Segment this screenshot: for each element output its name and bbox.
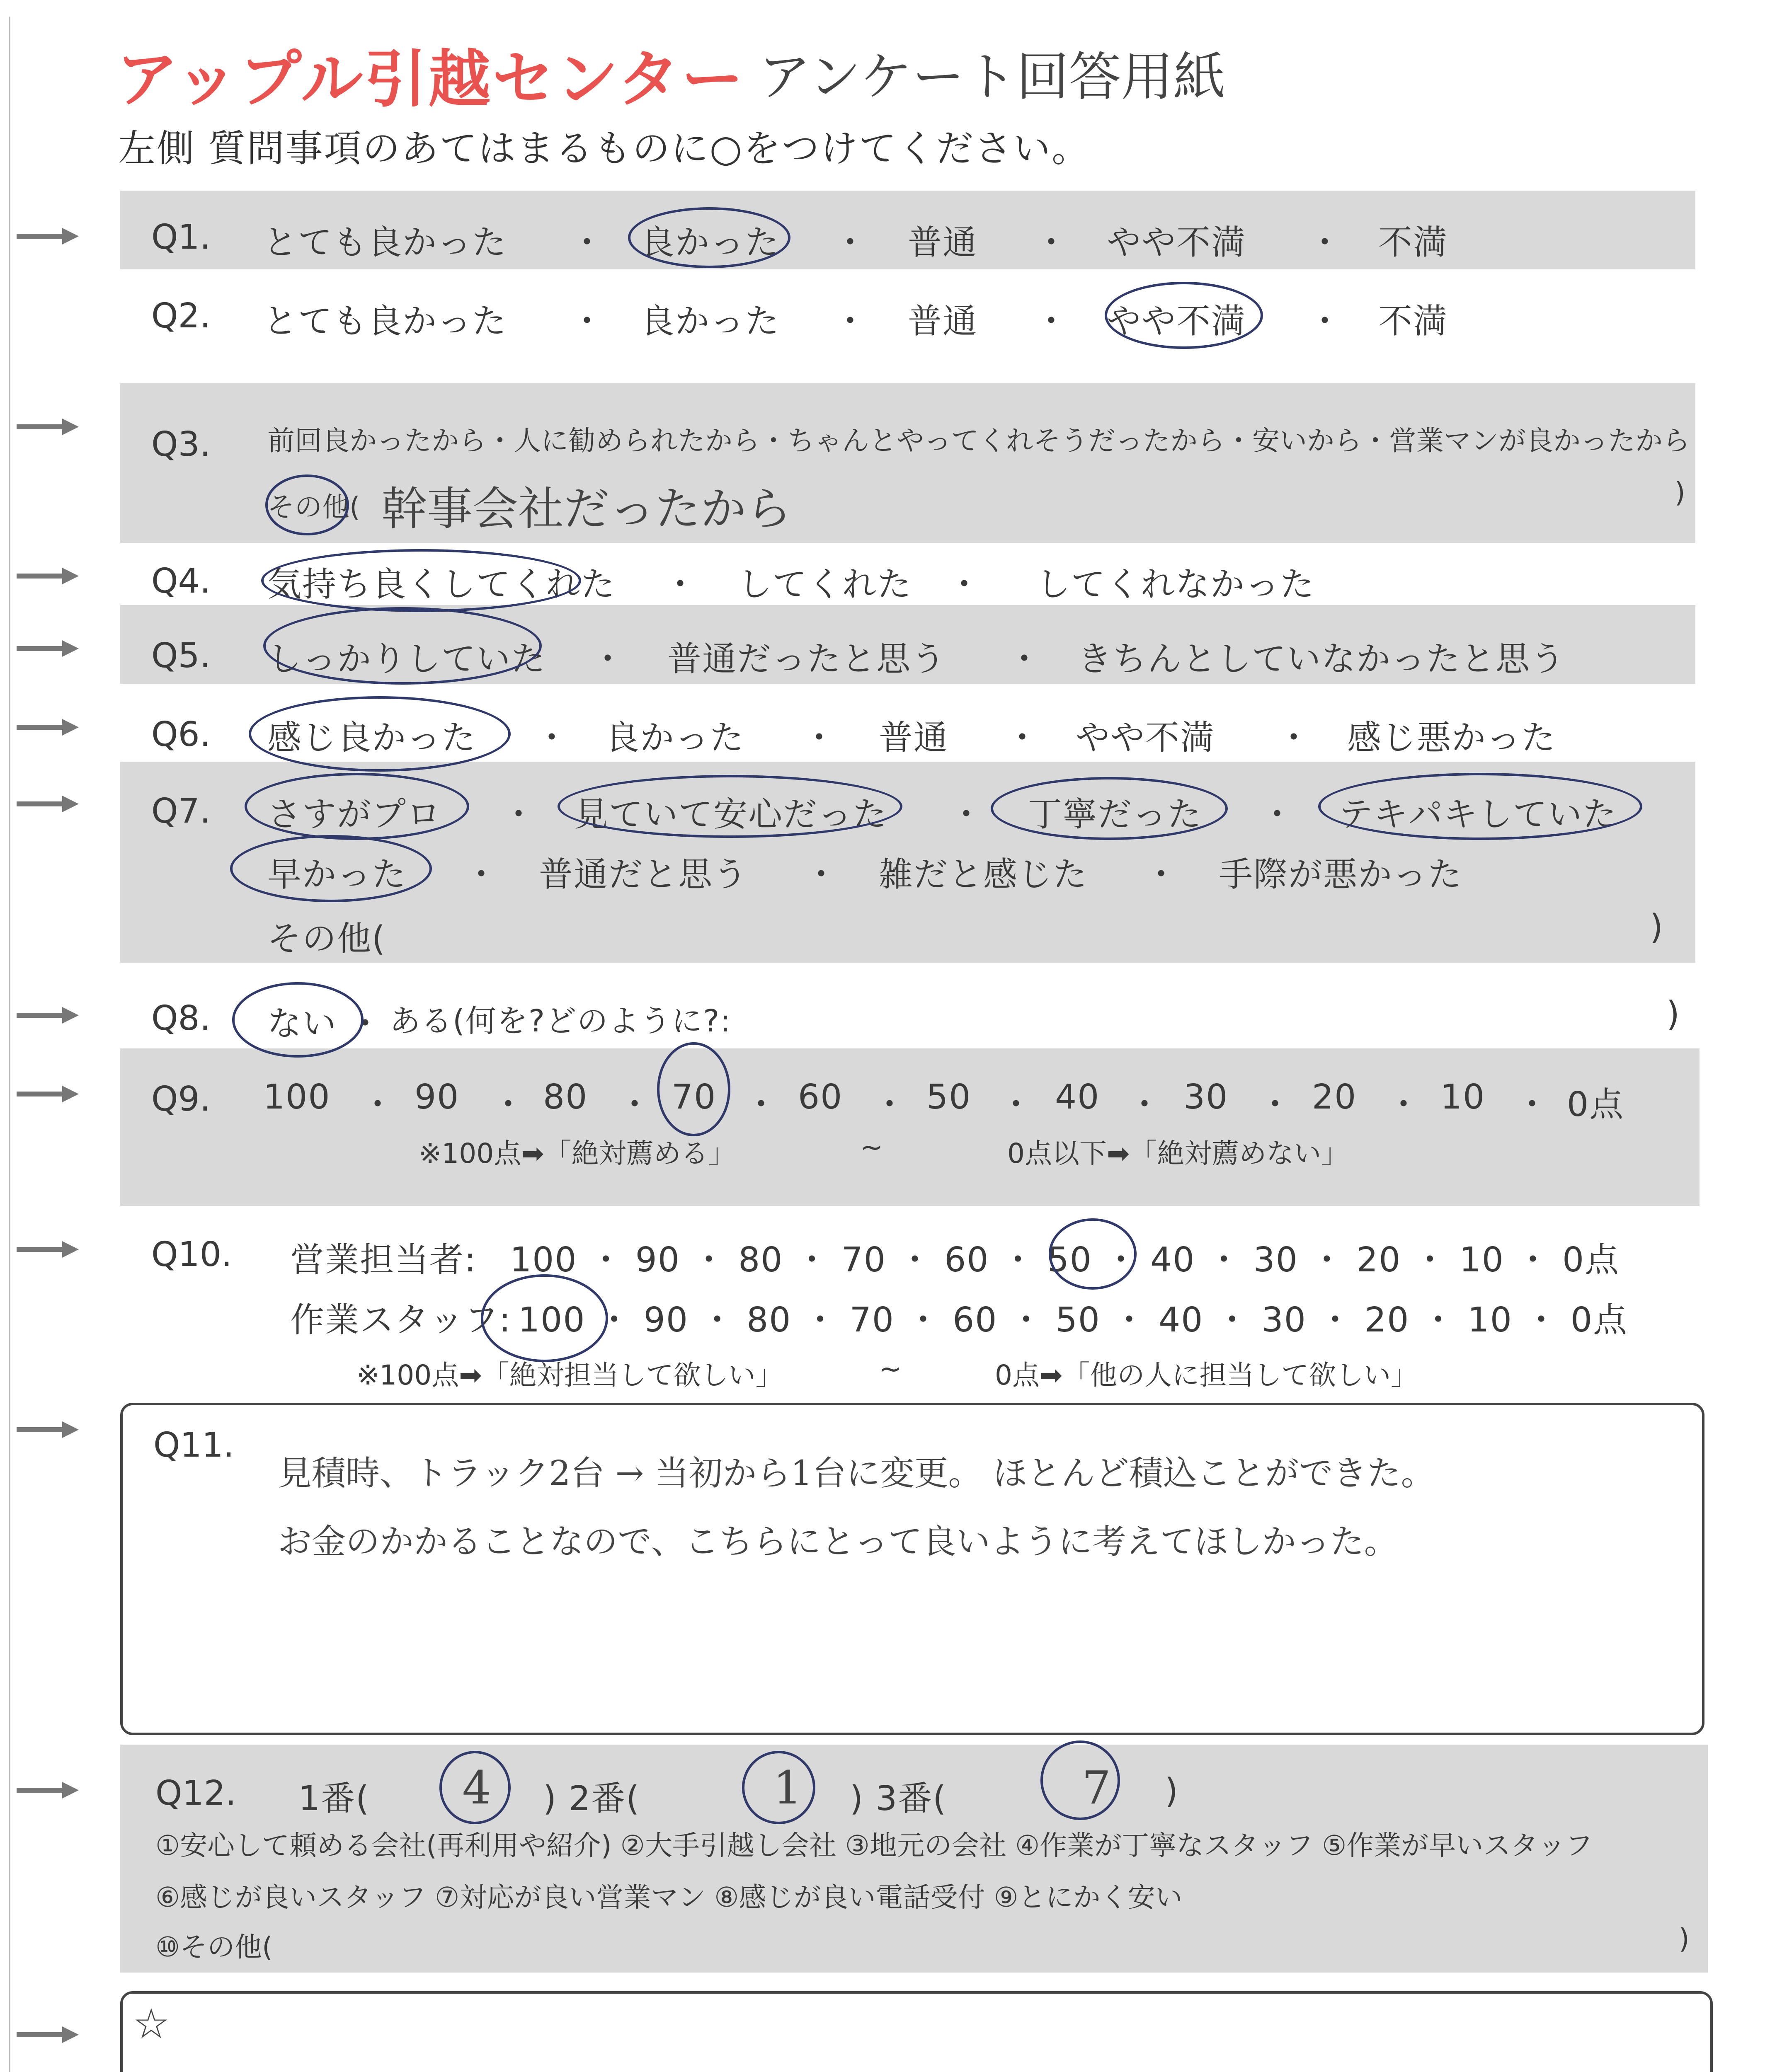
- q10-sales-20[interactable]: 20: [1356, 1240, 1401, 1280]
- q7-option-normal[interactable]: 普通だと思う: [539, 855, 748, 894]
- q6-option-good[interactable]: 良かった: [605, 718, 745, 758]
- instruction-text: 左側 質問事項のあてはまるものに○をつけてください。: [118, 127, 1091, 170]
- arrow-marker-q5: [17, 640, 79, 657]
- separator: ・: [502, 795, 537, 834]
- q4-option-did-not[interactable]: してくれなかった: [1036, 565, 1315, 604]
- arrow-marker-q12: [17, 1782, 79, 1798]
- q6-number: Q6.: [151, 715, 211, 754]
- q8-close: ): [1666, 995, 1680, 1034]
- q7-number: Q7.: [151, 792, 211, 831]
- q3-answer-circle: [265, 474, 349, 535]
- q8-answer-circle: [232, 982, 364, 1058]
- q3-options-line[interactable]: 前回良かったから・人に勧められたから・ちゃんとやってくれそうだったから・安いから・営業マンが良かったから: [267, 425, 1690, 457]
- separator: ・: [791, 1300, 850, 1340]
- separator: ・: [999, 1085, 1034, 1124]
- arrow-marker-q4: [17, 568, 79, 584]
- separator: ・: [894, 1300, 953, 1340]
- q10-staff-40[interactable]: 40: [1159, 1300, 1204, 1340]
- q1-option-very-good[interactable]: とても良かった: [263, 223, 507, 262]
- q1-option-normal[interactable]: 普通: [908, 223, 978, 262]
- q1-answer-circle: [628, 207, 790, 268]
- q3-other-close: ): [1675, 477, 1685, 508]
- q10-sales-100[interactable]: 100: [510, 1240, 577, 1280]
- star-comment-box[interactable]: [120, 1991, 1713, 2072]
- separator: ・: [783, 1240, 841, 1280]
- separator: ・: [802, 718, 837, 758]
- q6-option-slightly-dissatisfied[interactable]: やや不満: [1076, 718, 1215, 758]
- q12-choices-row3: ⑩その他(: [155, 1931, 273, 1963]
- q7-option-polite[interactable]: 丁寧だった: [1028, 795, 1203, 834]
- arrow-marker-q1: [17, 228, 79, 244]
- arrow-marker-q11: [17, 1421, 79, 1438]
- q7-circle-fast: [230, 835, 432, 902]
- company-title: アップル引越センター: [116, 44, 745, 116]
- separator: ・: [361, 1085, 396, 1124]
- separator: ・: [1308, 302, 1343, 341]
- q12-rank3-close: ): [1165, 1772, 1179, 1811]
- q9-note-mid: ~: [860, 1131, 883, 1163]
- q12-rank3-circle: [1040, 1740, 1120, 1820]
- q10-sales-70[interactable]: 70: [841, 1240, 886, 1280]
- separator: ・: [680, 1240, 739, 1280]
- q9-note-right: 0点以下➡「絶対薦めない」: [1007, 1138, 1349, 1169]
- q6-option-felt-good[interactable]: 感じ良かった: [267, 718, 477, 758]
- q12-rank2-circle: [742, 1751, 815, 1824]
- separator: ・: [1308, 223, 1343, 262]
- q12-choices-row1: ①安心して頼める会社(再利用や紹介) ②大手引越し会社 ③地元の会社 ④作業が丁寧なスタッフ ⑤作業が早いスタッフ: [155, 1830, 1593, 1861]
- q10-staff-answer-circle: [481, 1274, 608, 1362]
- q6-option-normal[interactable]: 普通: [879, 718, 949, 758]
- q12-rank1-label: 1番(: [298, 1779, 370, 1818]
- separator: ・: [585, 1300, 644, 1340]
- separator: ・: [833, 302, 868, 341]
- q2-option-dissatisfied[interactable]: 不満: [1378, 302, 1448, 341]
- q10-sales-10[interactable]: 10: [1459, 1240, 1504, 1280]
- q3-other-answer: 幹事会社だったから: [381, 482, 792, 535]
- separator: ・: [804, 855, 839, 894]
- q7-circle-polite: [991, 777, 1228, 840]
- separator: ・: [947, 565, 982, 604]
- q9-score-70[interactable]: 70: [672, 1077, 717, 1117]
- arrow-marker-q10: [17, 1241, 79, 1258]
- separator: ・: [873, 1085, 908, 1124]
- q10-note-left: ※100点➡「絶対担当して欲しい」: [356, 1359, 783, 1391]
- q3-number: Q3.: [151, 425, 211, 464]
- separator: ・: [1387, 1085, 1422, 1124]
- q10-staff-60[interactable]: 60: [953, 1300, 998, 1340]
- q7-circle-professional: [245, 773, 469, 840]
- q7-option-reassuring[interactable]: 見ていて安心だった: [574, 795, 888, 834]
- q9-score-10[interactable]: 10: [1440, 1077, 1486, 1117]
- separator: ・: [1258, 1085, 1293, 1124]
- separator: ・: [1144, 855, 1179, 894]
- separator: ・: [1034, 302, 1069, 341]
- q12-rank2-value[interactable]: 1: [773, 1761, 802, 1814]
- q6-answer-circle: [249, 696, 511, 772]
- q9-score-90[interactable]: 90: [415, 1077, 460, 1117]
- separator: ・: [591, 639, 626, 679]
- q8-number: Q8.: [151, 999, 211, 1038]
- q2-option-normal[interactable]: 普通: [908, 302, 978, 341]
- q12-rank1-circle: [439, 1751, 511, 1824]
- q8-option-some[interactable]: ある(何を?どのように?:: [390, 1003, 732, 1039]
- separator: ・: [949, 795, 984, 834]
- q10-staff-50[interactable]: 50: [1055, 1300, 1101, 1340]
- q9-score-50[interactable]: 50: [926, 1077, 972, 1117]
- q10-staff-30[interactable]: 30: [1261, 1300, 1307, 1340]
- q10-sales-90[interactable]: 90: [635, 1240, 680, 1280]
- q9-answer-circle: [657, 1042, 730, 1136]
- separator: ・: [1100, 1300, 1159, 1340]
- q4-number: Q4.: [151, 562, 211, 601]
- star-icon: ☆: [133, 1999, 170, 2048]
- q7-option-efficient[interactable]: テキパキしていた: [1339, 795, 1618, 834]
- q10-note-right: 0点➡「他の人に担当して欲しい」: [995, 1359, 1418, 1391]
- q2-option-good[interactable]: 良かった: [640, 302, 780, 341]
- q1-option-good[interactable]: 良かった: [640, 223, 780, 262]
- q9-score-30[interactable]: 30: [1183, 1077, 1229, 1117]
- separator: ・: [663, 565, 698, 604]
- q10-staff-70[interactable]: 70: [849, 1300, 895, 1340]
- arrow-marker-q8: [17, 1007, 79, 1024]
- q10-staff-0[interactable]: 0点: [1571, 1300, 1628, 1340]
- q12-number: Q12.: [155, 1774, 236, 1813]
- separator: ・: [1007, 639, 1043, 679]
- arrow-marker-q7: [17, 796, 79, 812]
- q3-other-label[interactable]: その他(: [267, 491, 360, 523]
- q10-sales-label: 営業担当者:: [290, 1240, 477, 1280]
- q7-other-close: ): [1650, 908, 1664, 947]
- separator: ・: [570, 302, 605, 341]
- q12-rank1-value[interactable]: 4: [462, 1761, 491, 1814]
- separator: ・: [989, 1240, 1047, 1280]
- separator: ・: [744, 1085, 779, 1124]
- separator: ・: [464, 855, 499, 894]
- form-subtitle: アンケート回答用紙: [759, 46, 1226, 107]
- separator: ・: [535, 718, 570, 758]
- q10-staff-10[interactable]: 10: [1467, 1300, 1513, 1340]
- q10-sales-40[interactable]: 40: [1150, 1240, 1195, 1280]
- q7-other-label[interactable]: その他(: [267, 919, 386, 959]
- separator: ・: [1034, 223, 1069, 262]
- q4-answer-circle: [261, 549, 581, 612]
- q1-option-dissatisfied[interactable]: 不満: [1378, 223, 1448, 262]
- separator: ・: [577, 1240, 635, 1280]
- separator: ・: [1127, 1085, 1163, 1124]
- q8-option-none[interactable]: ない: [267, 1004, 337, 1043]
- separator: ・: [1195, 1240, 1253, 1280]
- q7-circle-efficient: [1318, 773, 1642, 840]
- q10-sales-60[interactable]: 60: [944, 1240, 989, 1280]
- separator: ・: [997, 1300, 1056, 1340]
- q7-option-sloppy[interactable]: 雑だと感じた: [879, 855, 1088, 894]
- q5-option-solid[interactable]: しっかりしていた: [267, 639, 546, 679]
- q1-number: Q1.: [151, 218, 211, 257]
- q9-score-20[interactable]: 20: [1312, 1077, 1357, 1117]
- q7-option-fast[interactable]: 早かった: [267, 855, 407, 894]
- separator: ・: [618, 1085, 653, 1124]
- separator: ・: [491, 1085, 526, 1124]
- q9-score-60[interactable]: 60: [798, 1077, 843, 1117]
- q10-staff-label: 作業スタッフ:: [290, 1300, 512, 1340]
- q11-answer-line2: お金のかかることなので、こちらにとって良いように考えてほしかった。: [278, 1522, 1398, 1561]
- separator: ・: [1277, 718, 1312, 758]
- q5-number: Q5.: [151, 636, 211, 675]
- q7-option-professional[interactable]: さすがプロ: [267, 795, 442, 834]
- separator: ・: [689, 1300, 747, 1340]
- separator: ・: [348, 1004, 383, 1043]
- q12-choices-row2: ⑥感じが良いスタッフ ⑦対応が良い営業マン ⑧感じが良い電話受付 ⑨とにかく安い: [155, 1881, 1183, 1913]
- arrow-marker-q6: [17, 719, 79, 736]
- q10-staff-20[interactable]: 20: [1365, 1300, 1410, 1340]
- q7-circle-reassuring: [558, 775, 902, 838]
- q9-score-100[interactable]: 100: [263, 1077, 331, 1117]
- q2-answer-circle: [1105, 282, 1263, 349]
- arrow-marker-q9: [17, 1086, 79, 1102]
- q12-choices-close: ): [1679, 1923, 1690, 1955]
- q6-option-felt-bad[interactable]: 感じ悪かった: [1347, 718, 1557, 758]
- q4-option-did[interactable]: してくれた: [738, 565, 912, 604]
- separator: ・: [1515, 1085, 1550, 1124]
- separator: ・: [1401, 1240, 1460, 1280]
- q4-option-kind[interactable]: 気持ち良くしてくれた: [267, 565, 616, 604]
- q10-staff-80[interactable]: 80: [747, 1300, 792, 1340]
- q9-score-80[interactable]: 80: [543, 1077, 588, 1117]
- q10-sales-30[interactable]: 30: [1253, 1240, 1298, 1280]
- separator: ・: [1504, 1240, 1563, 1280]
- separator: ・: [1092, 1240, 1151, 1280]
- q12-rank3-value[interactable]: 7: [1082, 1761, 1111, 1814]
- q10-sales-80[interactable]: 80: [738, 1240, 783, 1280]
- binder-line: [9, 17, 10, 2072]
- q10-sales-answer-circle: [1049, 1218, 1137, 1290]
- q9-score-0[interactable]: 0点: [1567, 1085, 1624, 1124]
- q5-option-not-proper[interactable]: きちんとしていなかったと思う: [1078, 639, 1566, 679]
- separator: ・: [1203, 1300, 1262, 1340]
- arrow-marker-q3: [17, 419, 79, 435]
- separator: ・: [1306, 1300, 1365, 1340]
- q9-note-left: ※100点➡「絶対薦める」: [419, 1138, 736, 1169]
- separator: ・: [1298, 1240, 1357, 1280]
- q10-number: Q10.: [151, 1235, 232, 1274]
- q10-note-mid: ~: [879, 1353, 902, 1385]
- q2-option-very-good[interactable]: とても良かった: [263, 302, 507, 341]
- separator: ・: [1409, 1300, 1468, 1340]
- q7-option-clumsy[interactable]: 手際が悪かった: [1219, 855, 1463, 894]
- q10-staff-scale[interactable]: [518, 1293, 1628, 1341]
- q10-sales-50[interactable]: 50: [1047, 1240, 1092, 1280]
- q5-option-normal[interactable]: 普通だったと思う: [667, 639, 946, 679]
- q12-rank3-label: ) 3番(: [850, 1779, 947, 1818]
- band-q9: [120, 1048, 1700, 1206]
- q1-option-slightly-dissatisfied[interactable]: やや不満: [1107, 223, 1246, 262]
- q11-number: Q11.: [153, 1426, 234, 1465]
- q10-staff-90[interactable]: 90: [643, 1300, 689, 1340]
- q5-answer-circle: [263, 607, 542, 685]
- q2-option-slightly-dissatisfied[interactable]: やや不満: [1107, 302, 1246, 341]
- q2-number: Q2.: [151, 296, 211, 336]
- separator: ・: [886, 1240, 945, 1280]
- q11-answer-line1: 見積時、トラック2台 → 当初から1台に変更。 ほとんど積込ことができた。: [278, 1454, 1435, 1493]
- q10-staff-100[interactable]: 100: [518, 1300, 586, 1340]
- q10-sales-0[interactable]: 0点: [1562, 1240, 1620, 1280]
- q9-score-40[interactable]: 40: [1055, 1077, 1100, 1117]
- q9-number: Q9.: [151, 1080, 211, 1119]
- separator: ・: [1260, 795, 1295, 834]
- separator: ・: [833, 223, 868, 262]
- q12-rank2-label: ) 2番(: [543, 1779, 640, 1818]
- separator: ・: [1005, 718, 1040, 758]
- separator: ・: [570, 223, 605, 262]
- arrow-marker-star: [17, 2026, 79, 2043]
- separator: ・: [1512, 1300, 1571, 1340]
